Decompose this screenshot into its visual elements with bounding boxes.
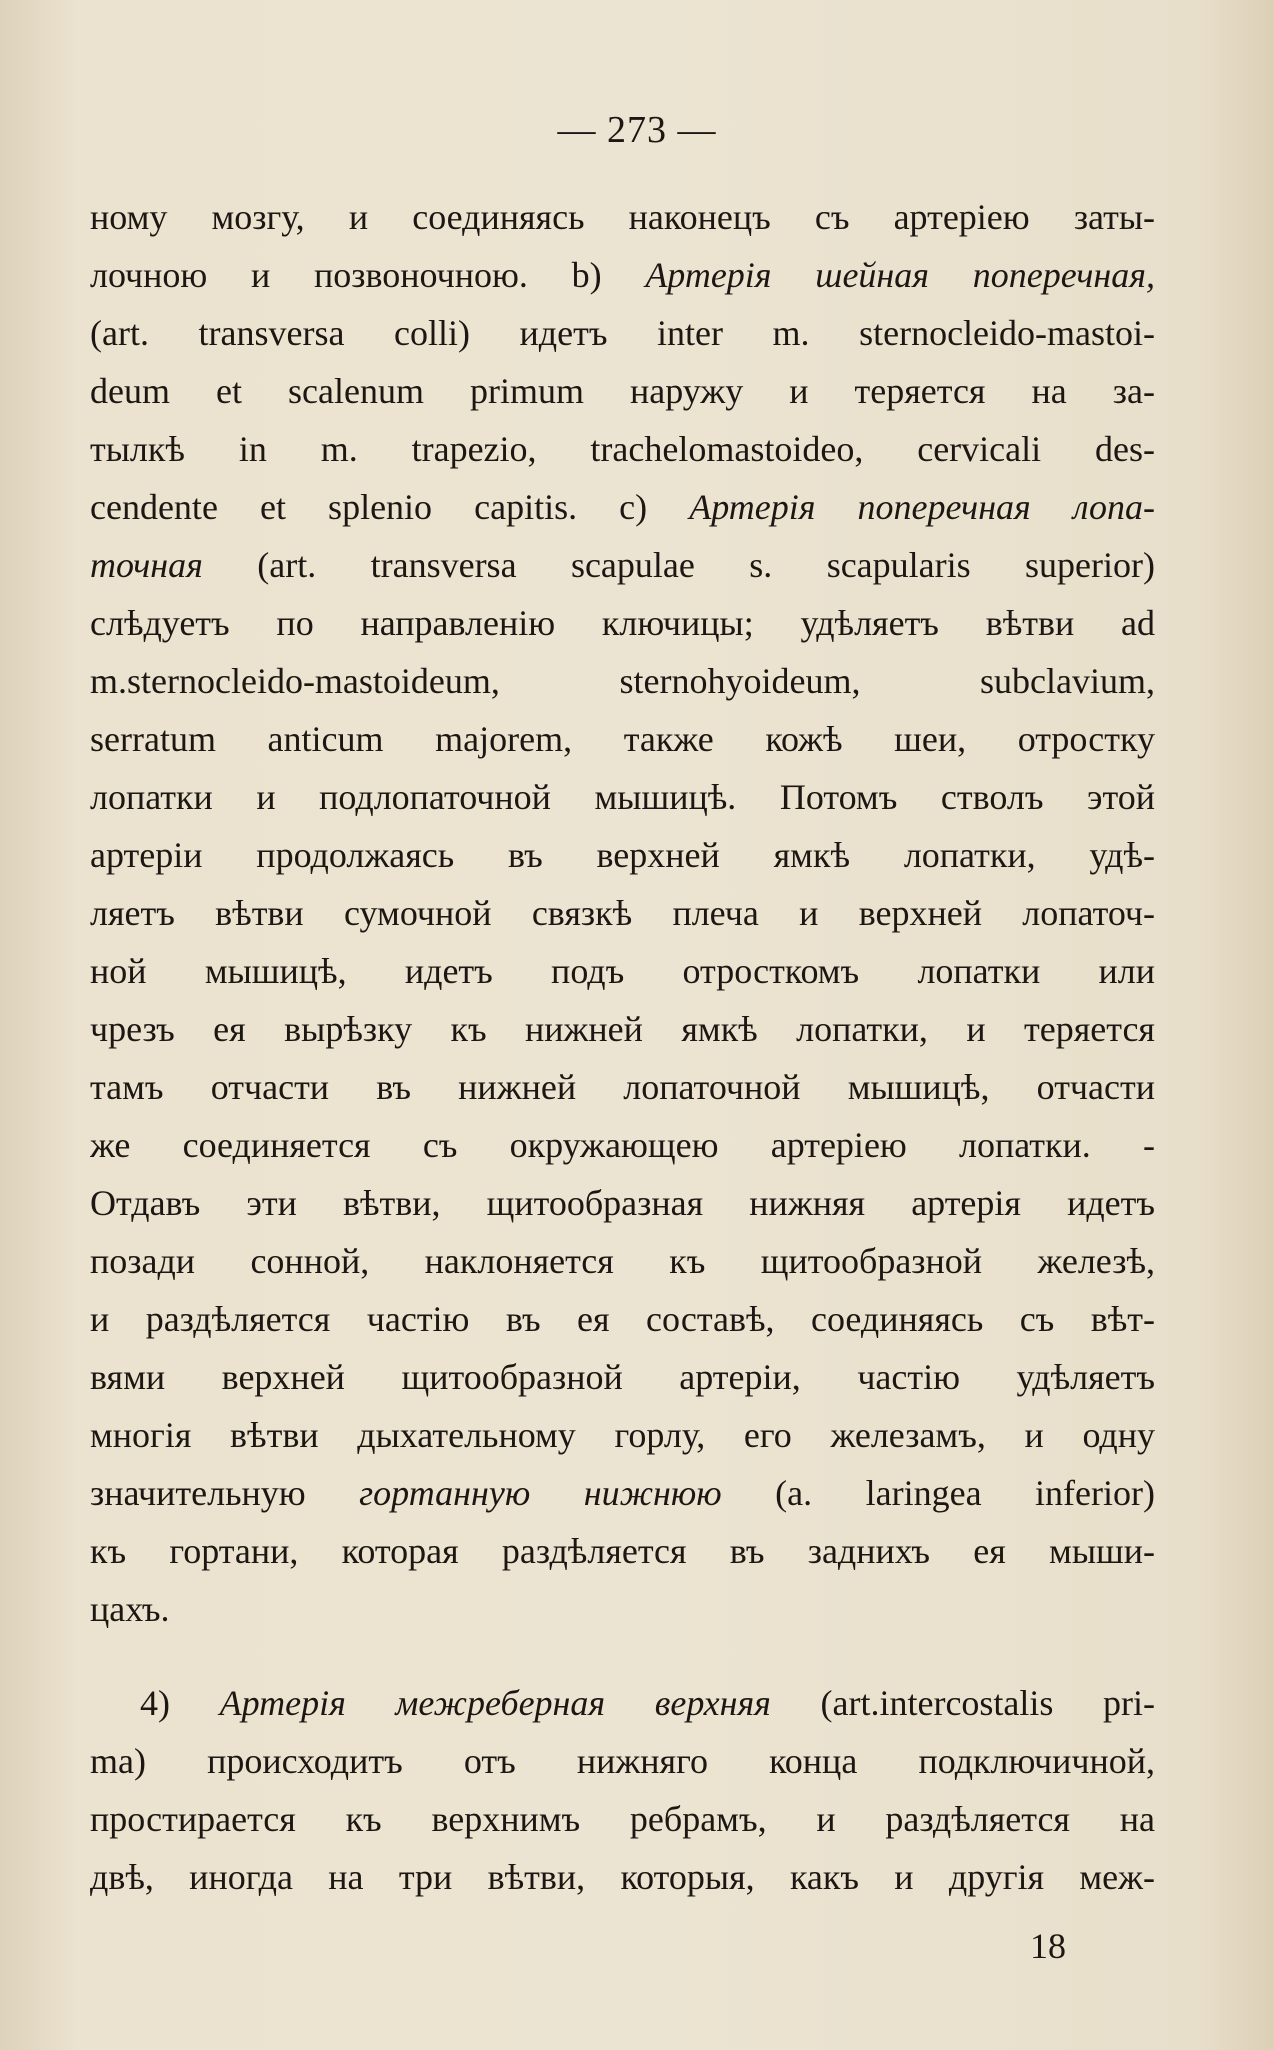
text-line xyxy=(90,188,1155,246)
italic-term: точная xyxy=(90,545,203,585)
text-segment: значительную xyxy=(90,1473,360,1513)
text-segment: тамъ отчасти въ нижней лопаточной мышицѣ, отчасти xyxy=(90,1067,1155,1107)
text-line xyxy=(90,826,1155,884)
text-line xyxy=(90,1058,1155,1116)
text-segment: cendente et splenio capitis. c) xyxy=(90,487,690,527)
paragraph-gap xyxy=(90,1638,1155,1674)
text-segment: позади сонной, наклоняется къ щитообразной железѣ, xyxy=(90,1241,1155,1281)
signature-mark: 18 xyxy=(1030,1926,1066,1966)
text-segment: (art.intercostalis pri- xyxy=(770,1683,1155,1723)
text-segment: serratum anticum majorem, также кожѣ шеи, отростку xyxy=(90,719,1155,759)
text-segment: ной мышицѣ, идетъ подъ отросткомъ лопатки или xyxy=(90,951,1155,991)
text-segment: къ гортани, которая раздѣляется въ заднихъ ея мыши- xyxy=(90,1531,1155,1571)
text-segment: чрезъ ея вырѣзку къ нижней ямкѣ лопатки, и теряется xyxy=(90,1009,1155,1049)
text-segment: (art. transversa colli) идетъ inter m. sternocleido-mastoi- xyxy=(90,313,1155,353)
text-segment: (a. laringea inferior) xyxy=(721,1473,1155,1513)
text-segment: же соединяется съ окружающею артеріею лопатки. - xyxy=(90,1125,1155,1165)
text-line xyxy=(90,1348,1155,1406)
text-line xyxy=(90,1580,1155,1638)
text-line xyxy=(90,710,1155,768)
text-line xyxy=(90,1848,1155,1906)
text-segment: слѣдуетъ по направленію ключицы; удѣляетъ вѣтви ad xyxy=(90,603,1155,643)
text-segment: многія вѣтви дыхательному горлу, его железамъ, и одну xyxy=(90,1415,1155,1455)
text-segment: Отдавъ эти вѣтви, щитообразная нижняя артерія идетъ xyxy=(90,1183,1155,1223)
text-segment: ному мозгу, и соединяясь наконецъ съ артеріею заты- xyxy=(90,197,1155,237)
text-line xyxy=(90,884,1155,942)
italic-term: гортанную нижнюю xyxy=(359,1473,722,1513)
text-segment: ляетъ вѣтви сумочной связкѣ плеча и верхней лопаточ- xyxy=(90,893,1155,933)
text-line xyxy=(90,1232,1155,1290)
text-line xyxy=(90,362,1155,420)
text-line xyxy=(90,420,1155,478)
text-segment: простирается къ верхнимъ ребрамъ, и раздѣляется на xyxy=(90,1799,1155,1839)
text-line xyxy=(90,1522,1155,1580)
text-segment: цахъ. xyxy=(90,1589,170,1629)
text-segment: ma) происходитъ отъ нижняго конца подключичной, xyxy=(90,1741,1155,1781)
text-line xyxy=(90,652,1155,710)
text-line xyxy=(90,1000,1155,1058)
text-line xyxy=(90,1732,1155,1790)
italic-term: Артерія поперечная лопа- xyxy=(689,487,1155,527)
text-segment: (art. transversa scapulae s. scapularis superior) xyxy=(202,545,1155,585)
body-text xyxy=(90,188,1155,1906)
text-segment: лопатки и подлопаточной мышицѣ. Потомъ стволъ этой xyxy=(90,777,1155,817)
text-line xyxy=(90,478,1155,536)
text-line xyxy=(90,1406,1155,1464)
text-line xyxy=(90,1174,1155,1232)
text-line xyxy=(90,594,1155,652)
page-number-header: — 273 — xyxy=(557,109,717,151)
text-line xyxy=(90,1464,1155,1522)
text-segment: и раздѣляется частію въ ея составѣ, соединяясь съ вѣт- xyxy=(90,1299,1155,1339)
text-line xyxy=(90,1674,1155,1732)
text-segment: тылкѣ in m. trapezio, trachelomastoideo, cervicali des- xyxy=(90,429,1155,469)
italic-term: Артерія шейная поперечная, xyxy=(645,255,1155,295)
text-line xyxy=(90,1116,1155,1174)
text-line xyxy=(90,304,1155,362)
text-line xyxy=(90,246,1155,304)
text-segment: артеріи продолжаясь въ верхней ямкѣ лопатки, удѣ- xyxy=(90,835,1155,875)
text-line xyxy=(90,942,1155,1000)
text-line xyxy=(90,1290,1155,1348)
text-segment: deum et scalenum primum наружу и теряется на за- xyxy=(90,371,1155,411)
text-segment: двѣ, иногда на три вѣтви, которыя, какъ и другія меж- xyxy=(90,1857,1155,1897)
text-line xyxy=(90,1790,1155,1848)
text-segment: m.sternocleido-mastoideum, sternohyoideum, subclavium, xyxy=(90,661,1155,701)
text-line xyxy=(90,536,1155,594)
italic-term: Артерія межреберная верхняя xyxy=(219,1683,771,1723)
text-segment: 4) xyxy=(140,1683,220,1723)
text-segment: лочною и позвоночною. b) xyxy=(90,255,646,295)
text-line xyxy=(90,768,1155,826)
text-segment: вями верхней щитообразной артеріи, частію удѣляетъ xyxy=(90,1357,1155,1397)
